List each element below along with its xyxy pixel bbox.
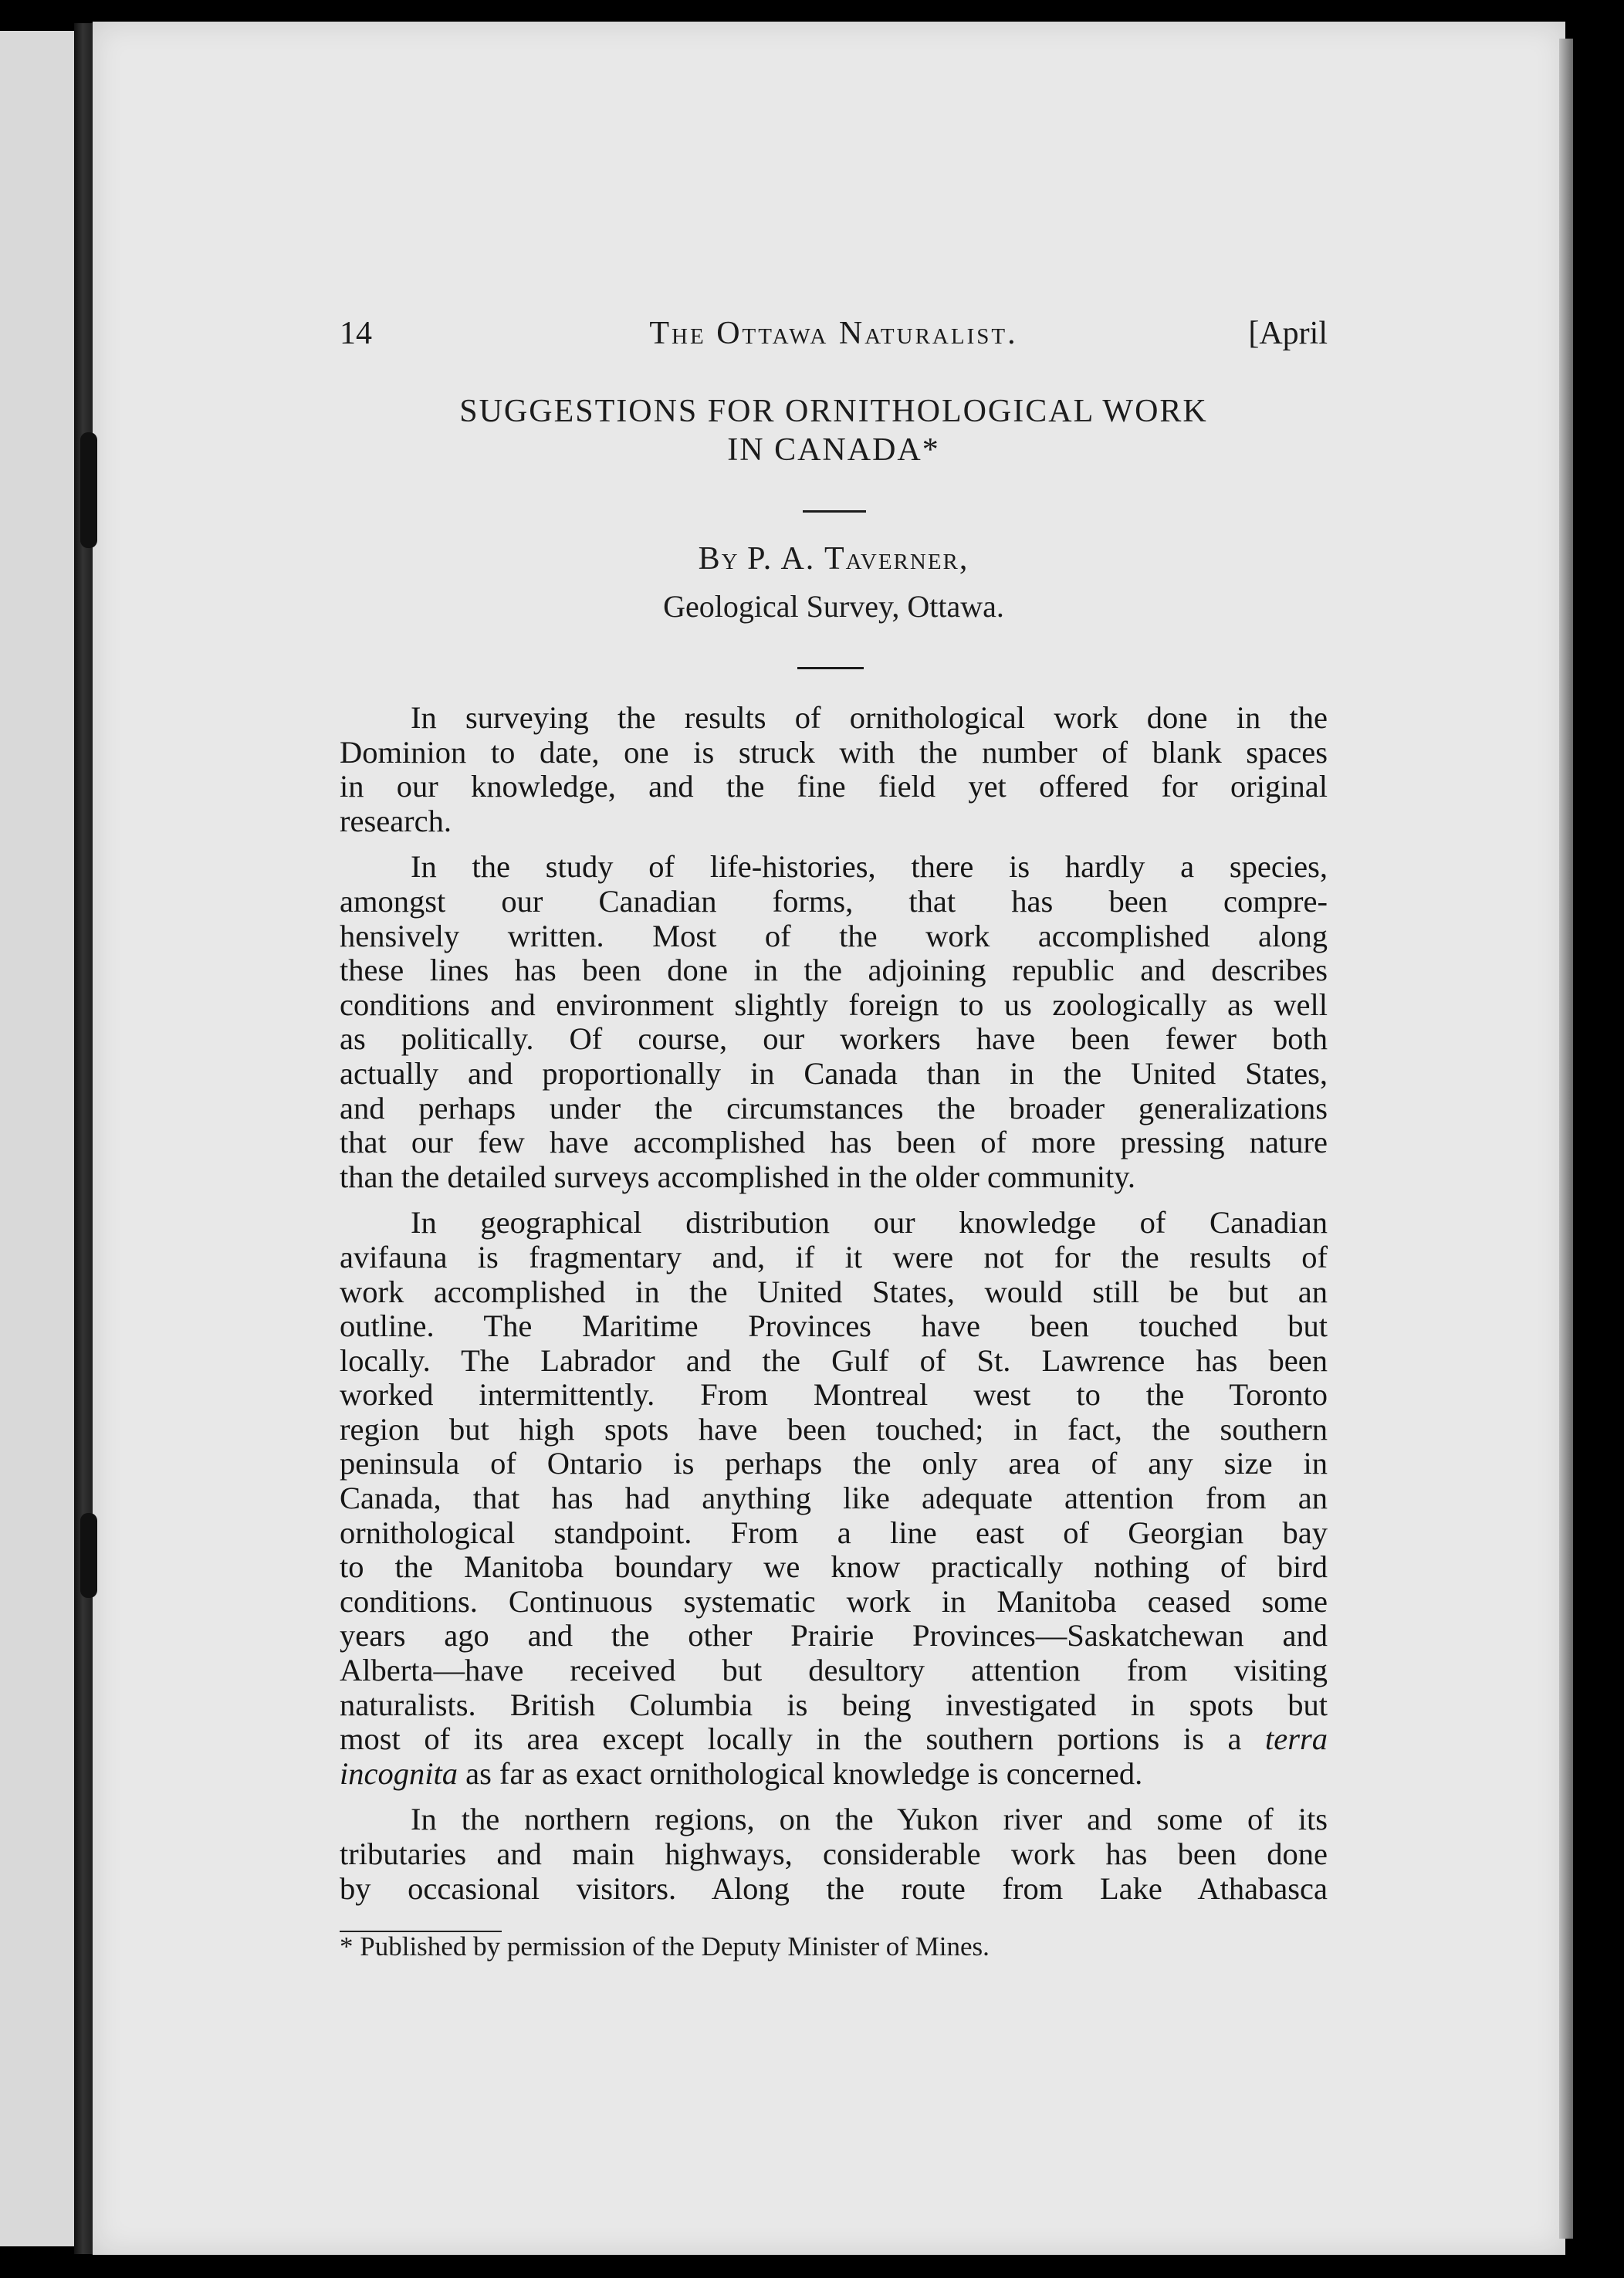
footnote: * Published by permission of the Deputy Minister of Mines. [340,1931,990,1962]
paragraph-line: naturalists. British Columbia is being investigated in spots but [340,1687,1328,1722]
paragraph-line: that our few have accomplished has been of more pressing nature [340,1125,1328,1160]
paragraph-line: research. [340,803,452,838]
journal-title: The Ottawa Naturalist. [649,316,1018,351]
paragraph-line: conditions. Continuous systematic work in Manitoba ceased some [340,1583,1328,1619]
paragraph-line: worked intermittently. From Montreal west to the Toronto [340,1377,1328,1413]
paragraph-line: in our knowledge, and the fine field yet offered for original [340,769,1328,804]
paragraph-line: peninsula of Ontario is perhaps the only area of any size in [340,1446,1328,1481]
article-body [340,701,1328,1906]
author-name: P. A. Taverner, [747,541,969,577]
page-edge-shadow [1559,39,1573,2239]
byline [340,540,1328,577]
paragraph-line: than the detailed surveys accomplished in the older community. [340,1159,1135,1194]
paragraph-line: In geographical distribution our knowledge of Canadian [411,1205,1328,1241]
paragraph-line: these lines has been done in the adjoining republic and describes [340,953,1328,988]
binding-clip-upper [80,432,97,548]
paragraph-line: and perhaps under the circumstances the broader generalizations [340,1090,1328,1125]
paragraph-4 [340,1802,1328,1906]
paragraph-line: avifauna is fragmentary and, if it were not for the results of [340,1239,1328,1274]
paragraph-line: ornithological standpoint. From a line east of Georgian bay [340,1515,1328,1550]
paragraph-line: amongst our Canadian forms, that has been compre- [340,883,1328,919]
paragraph-line: Dominion to date, one is struck with the number of blank spaces [340,734,1328,770]
paragraph-line: region but high spots have been touched; in fact, the southern [340,1411,1328,1447]
paragraph-line: to the Manitoba boundary we know practically nothing of bird [340,1549,1328,1585]
facing-page-edge [0,31,77,2246]
paragraph-line: In the northern regions, on the Yukon river and some of its [411,1802,1328,1837]
byline-prefix: By [698,541,739,577]
article-title-line-2: IN CANADA* [727,432,940,468]
paragraph-line: by occasional visitors. Along the route from Lake Athabasca [340,1870,1328,1906]
binding-clip-lower [80,1513,97,1598]
paragraph-1 [340,701,1328,838]
paragraph-line: incognita as far as exact ornithological knowledge is concerned. [340,1755,1143,1791]
running-head [340,315,1328,369]
paragraph-line: actually and proportionally in Canada than in the United States, [340,1055,1328,1091]
paragraph-line: In surveying the results of ornithological work done in the [411,700,1328,735]
paragraph-line: Alberta—have received but desultory attention from visiting [340,1653,1328,1688]
paragraph-line: conditions and environment slightly foreign to us zoologically as well [340,987,1328,1022]
paragraph-3 [340,1206,1328,1791]
issue-month: [April [1248,316,1328,351]
paragraph-line: Canada, that has had anything like adequate attention from an [340,1481,1328,1516]
paragraph-line: tributaries and main highways, considerable work has been done [340,1836,1328,1871]
paragraph-line: hensively written. Most of the work accomplished along [340,918,1328,953]
paragraph-line: outline. The Maritime Provinces have been touched but [340,1308,1328,1344]
paragraph-line: In the study of life-histories, there is hardly a species, [411,849,1328,885]
paragraph-line: years ago and the other Prairie Provinces—Saskatchewan and [340,1618,1328,1653]
author-affiliation: Geological Survey, Ottawa. [663,589,1004,624]
page-number: 14 [340,316,372,351]
byline-divider [797,667,864,669]
article-title [340,392,1328,469]
paragraph-line: locally. The Labrador and the Gulf of St. Lawrence has been [340,1342,1328,1378]
paragraph-2 [340,850,1328,1194]
article-title-line-1: SUGGESTIONS FOR ORNITHOLOGICAL WORK [459,394,1208,429]
title-divider [803,510,866,513]
paragraph-line: work accomplished in the United States, would still be but an [340,1274,1328,1309]
paragraph-line: as politically. Of course, our workers have been fewer both [340,1021,1328,1057]
paragraph-line: most of its area except locally in the southern portions is a terra [340,1721,1328,1757]
